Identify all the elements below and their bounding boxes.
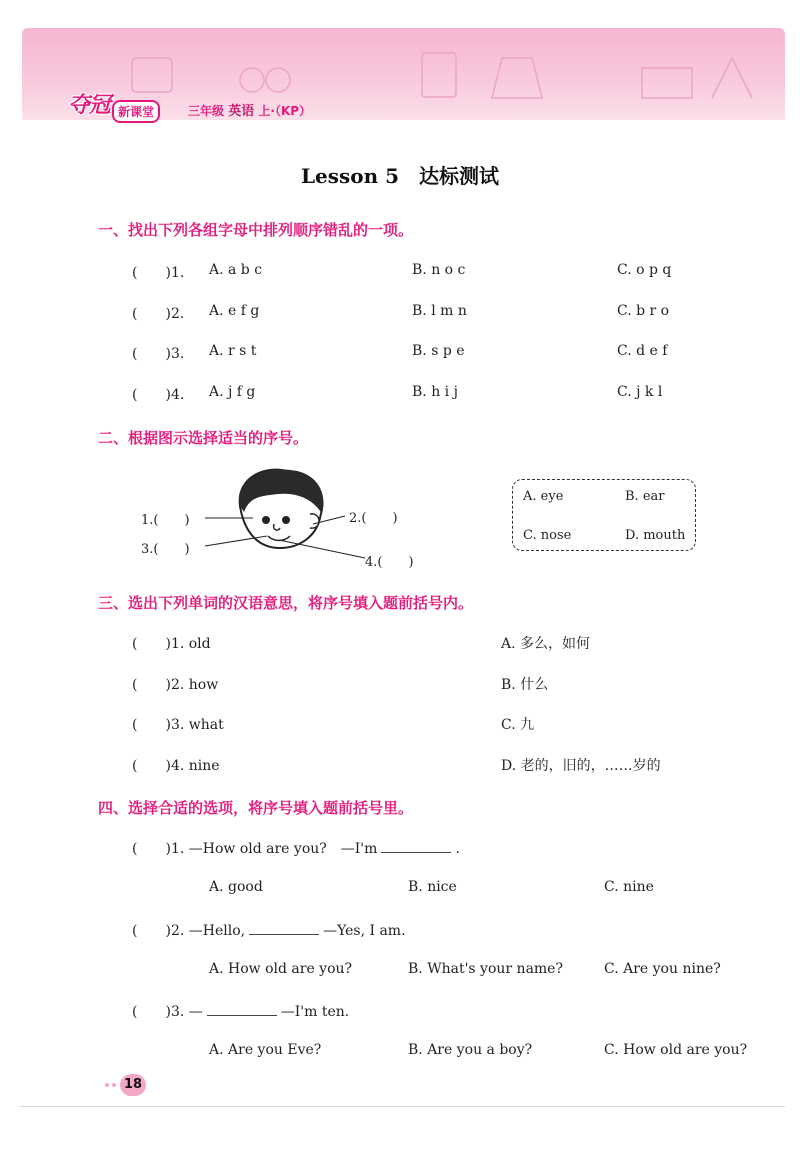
answer-paren[interactable]: ( ): [132, 1004, 171, 1020]
question-end: —Yes, I am.: [323, 923, 406, 939]
word: 3. what: [170, 717, 224, 733]
answer-paren[interactable]: ( ): [132, 346, 171, 362]
section-4-title: 四、选择合适的选项，将序号填入题前括号里。: [98, 799, 414, 817]
s4-q1-option-a: A. good: [209, 879, 263, 895]
option-b: B. ear: [625, 489, 665, 504]
face-label-2[interactable]: 2.( ): [349, 511, 398, 526]
s1-q3-option-c: C. d e f: [617, 343, 668, 359]
s4-question-1: [132, 838, 460, 858]
s4-q3-option-c: C. How old are you?: [604, 1042, 748, 1058]
s1-question-2: [132, 303, 184, 323]
option-d: D. mouth: [625, 528, 686, 543]
answer-paren[interactable]: ( ): [132, 265, 171, 281]
face-label-4[interactable]: 4.( ): [365, 555, 414, 570]
s3-question-1: [132, 633, 211, 653]
s4-q3-option-b: B. Are you a boy?: [408, 1042, 533, 1058]
section-1-title: 一、找出下列各组字母中排列顺序错乱的一项。: [98, 221, 414, 239]
word: 2. how: [170, 677, 219, 693]
answer-paren[interactable]: ( ): [132, 717, 171, 733]
s4-q2-option-c: C. Are you nine?: [604, 961, 721, 977]
s1-q1-option-a: A. a b c: [209, 262, 263, 278]
question-end: —I'm ten.: [280, 1004, 350, 1020]
s3-meaning-a: A. 多么，如何: [501, 636, 591, 652]
fill-blank[interactable]: [381, 840, 451, 853]
section-3-title: 三、选出下列单词的汉语意思，将序号填入题前括号内。: [98, 594, 474, 612]
question-text: 2. —Hello,: [170, 923, 246, 939]
option-c: C. nose: [523, 528, 572, 543]
logo: 夺冠: [68, 93, 111, 118]
s4-question-3: [132, 1001, 349, 1021]
answer-paren[interactable]: ( ): [132, 677, 171, 693]
s1-q4-option-c: C. j k l: [617, 384, 663, 400]
s1-question-1: [132, 262, 184, 282]
fill-blank[interactable]: [249, 922, 319, 935]
section-2-title: 二、根据图示选择适当的序号。: [98, 429, 309, 447]
question-number: 3.: [170, 346, 185, 362]
question-number: 2.: [170, 306, 185, 322]
options-box: [512, 479, 696, 551]
grade-label: 三年级: [188, 104, 225, 118]
question-number: 4.: [170, 387, 185, 403]
answer-paren[interactable]: ( ): [132, 636, 171, 652]
word: 4. nine: [170, 758, 220, 774]
question-number: 1.: [170, 265, 185, 281]
book-info: [188, 100, 311, 119]
answer-paren[interactable]: ( ): [132, 758, 171, 774]
subject-label: 英语: [228, 104, 255, 119]
s3-meaning-b: B. 什么: [501, 677, 549, 693]
s3-meaning-c: C. 九: [501, 717, 535, 733]
question-text: 3. —: [170, 1004, 203, 1020]
s1-q3-option-b: B. s p e: [412, 343, 465, 359]
s4-q2-option-a: A. How old are you?: [209, 961, 353, 977]
page-number: 18: [120, 1074, 146, 1096]
answer-paren[interactable]: ( ): [132, 387, 171, 403]
s3-question-3: [132, 714, 224, 734]
s1-question-4: [132, 384, 184, 404]
s1-q2-option-c: C. b r o: [617, 303, 670, 319]
s4-question-2: [132, 920, 406, 940]
s1-q1-option-b: B. n o c: [412, 262, 466, 278]
answer-paren[interactable]: ( ): [132, 841, 171, 857]
face-label-1[interactable]: 1.( ): [141, 513, 190, 528]
question-text: 1. —How old are you? —I'm: [170, 841, 378, 857]
s3-question-2: [132, 674, 218, 694]
s4-q3-option-a: A. Are you Eve?: [209, 1042, 322, 1058]
option-a: A. eye: [523, 489, 564, 504]
s3-meaning-d: D. 老的，旧的，……岁的: [501, 758, 661, 774]
answer-paren[interactable]: ( ): [132, 923, 171, 939]
word: 1. old: [170, 636, 211, 652]
s1-q4-option-b: B. h i j: [412, 384, 458, 400]
logo-badge: 新课堂: [112, 100, 160, 123]
footer-divider: [20, 1106, 785, 1107]
s3-question-4: [132, 755, 220, 775]
s1-q1-option-c: C. o p q: [617, 262, 672, 278]
s1-q2-option-b: B. l m n: [412, 303, 467, 319]
s1-q2-option-a: A. e f g: [209, 303, 260, 319]
face-label-3[interactable]: 3.( ): [141, 542, 190, 557]
s4-q1-option-b: B. nice: [408, 879, 457, 895]
answer-paren[interactable]: ( ): [132, 306, 171, 322]
s4-q2-option-b: B. What's your name?: [408, 961, 563, 977]
dots-icon: [104, 1082, 118, 1088]
s1-q3-option-a: A. r s t: [209, 343, 257, 359]
question-end: .: [455, 841, 460, 857]
fill-blank[interactable]: [207, 1003, 277, 1016]
volume-label: 上·（KP）: [258, 104, 312, 118]
s1-question-3: [132, 343, 184, 363]
page-title: Lesson 5 达标测试: [300, 164, 500, 188]
s1-q4-option-a: A. j f g: [209, 384, 256, 400]
s4-q1-option-c: C. nine: [604, 879, 654, 895]
